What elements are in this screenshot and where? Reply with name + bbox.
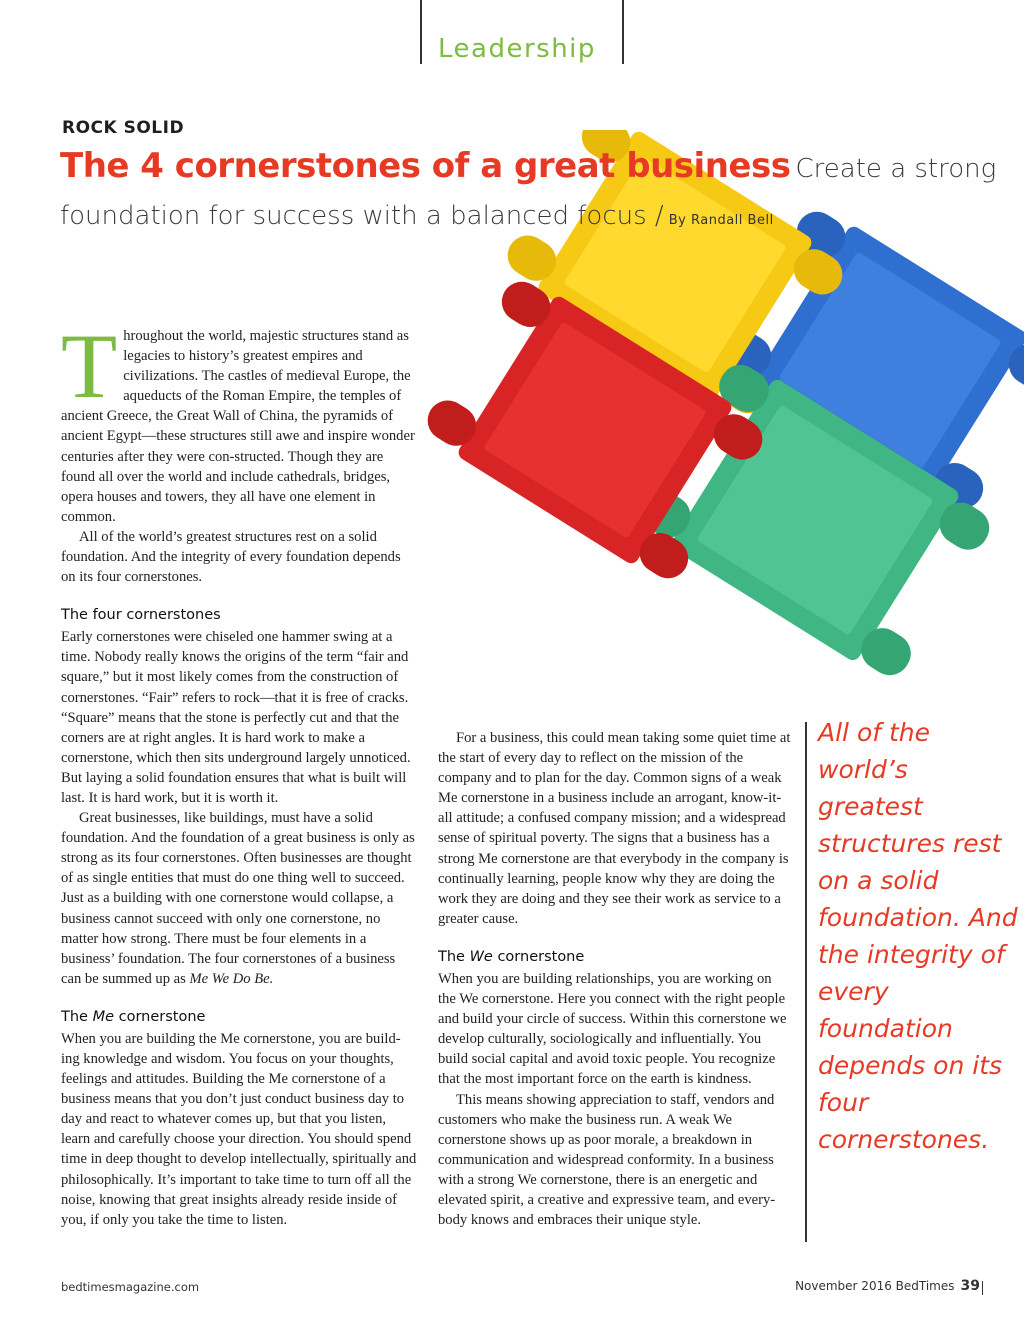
- article-dek: Create a strong foundation for success with a balanced focus /: [60, 154, 997, 231]
- header-rule-right: [622, 0, 624, 64]
- drop-cap: T: [61, 315, 118, 417]
- me-paragraph-2: For a business, this could mean taking some quiet time at the start of every day to reflect on the mission of the company and to plan for the day. Common signs of a weak Me cornerstone in a business include an arrogant, know-it-all attitude; a confused company mission; and a widespread sense of spiritual poverty. The signs that a business has a strong Me cornerstone are that everybody in the company is continually learning, people know why they are doing the work they are doing and they see their work as service to a greater cause.: [438, 730, 791, 927]
- four-paragraph-1: Early cornerstones were chiseled one hammer swing at a time. Nobody really knows the origins of the term “fair and square,” but it most likely comes from the construction of cornerstones. “Fair” refers to rock—that it is free of cracks. “Square” means that the stone is perfectly cut and that the corners are at right angles. It is hard work to make a cornerstone, which then sits underground largely unnoticed. But laying a solid foundation ensures that what is built will last. It is hard work, but it is worth it.: [61, 629, 411, 806]
- intro-paragraph-1: Throughout the world, majestic structures stand as legacies to history’s greatest empires and civilizations. The castles of medieval Europe, the aqueducts of the Roman Empire, the temples of ancient Greece, the Great Wall of China, the pyramids of ancient Egypt—these structures still awe and inspire wonder centuries after they were con-structed. Though they are found all over the world and include cathedrals, bridges, opera houses and towers, they all have one element in common.: [61, 315, 415, 525]
- we-paragraph-2: This means showing appreciation to staff, vendors and customers who make the business run. A weak We cornerstone shows up as poor morale, a breakdown in communication and widespread conformity. In a business with a strong We cornerstone, there is an energetic and elevated spirit, a creative and expressive team, and every-body knows and embraces their unique style.: [438, 1091, 776, 1229]
- section-tag: Leadership: [438, 34, 596, 64]
- headline: [60, 144, 1000, 243]
- byline: By Randall Bell: [668, 213, 774, 228]
- header-rule-left: [420, 0, 422, 64]
- subhead-four-cornerstones: The four cornerstones: [61, 607, 221, 624]
- four-paragraph-2: Great businesses, like buildings, must have a solid foundation. And the foundation of a great business is only as strong as its four cornerstones. Often businesses are thought of as single entities that must do one thing well to succeed. Just as a building with one cornerstone would collapse, a business cannot succeed with only one cornerstone, no matter how strong. There must be four elements in a business’ foundation. The four cornerstones of a business can be summed up as Me We Do Be.: [61, 810, 415, 987]
- article-title: The 4 cornerstones of a great business: [60, 146, 791, 186]
- footer-rule: [982, 1281, 983, 1295]
- pullquote-rule: [805, 722, 807, 1242]
- body-column-2: [438, 728, 792, 1230]
- body-column-1: [61, 315, 418, 1230]
- pullquote: All of the world’s greatest structures rest on a solid foundation. And the integrity of every foundation depends on its four cornerstones.: [818, 718, 1018, 1154]
- issue-label: November 2016 BedTimes: [795, 1279, 955, 1293]
- me-paragraph-1: When you are building the Me cornerstone, you are build-ing knowledge and wisdom. You focus on your thoughts, feelings and attitudes. Building the Me cornerstone of a business means that you don’t just conduct business day to day and react to whatever comes up, but that you listen, learn and carefully choose your direction. You should spend time in deep thought to develop intellectually, spiritually and philosophically. It’s important to take time to turn off all the noise, knowing that great insights already reside inside of you, if only you take the time to listen.: [61, 1030, 417, 1228]
- subhead-me-cornerstone: The Me cornerstone: [61, 1008, 206, 1025]
- subhead-we-cornerstone: The We cornerstone: [438, 948, 585, 965]
- page-number: 39: [960, 1278, 980, 1294]
- intro-paragraph-2: All of the world’s greatest structures rest on a solid foundation. And the integrity of every foundation depends on its four cornerstones.: [61, 528, 401, 586]
- kicker: ROCK SOLID: [62, 118, 185, 138]
- we-paragraph-1: When you are building relationships, you are working on the We cornerstone. Here you connect with the right people and build your circle of success. Within this cornerstone we develop culturally, sociologically and influentially. You build social capital and avoid toxic people. You recognize that the most important force on the earth is kindness.: [438, 970, 787, 1088]
- footer-website: bedtimesmagazine.com: [61, 1280, 200, 1294]
- footer-issue: [795, 1278, 980, 1294]
